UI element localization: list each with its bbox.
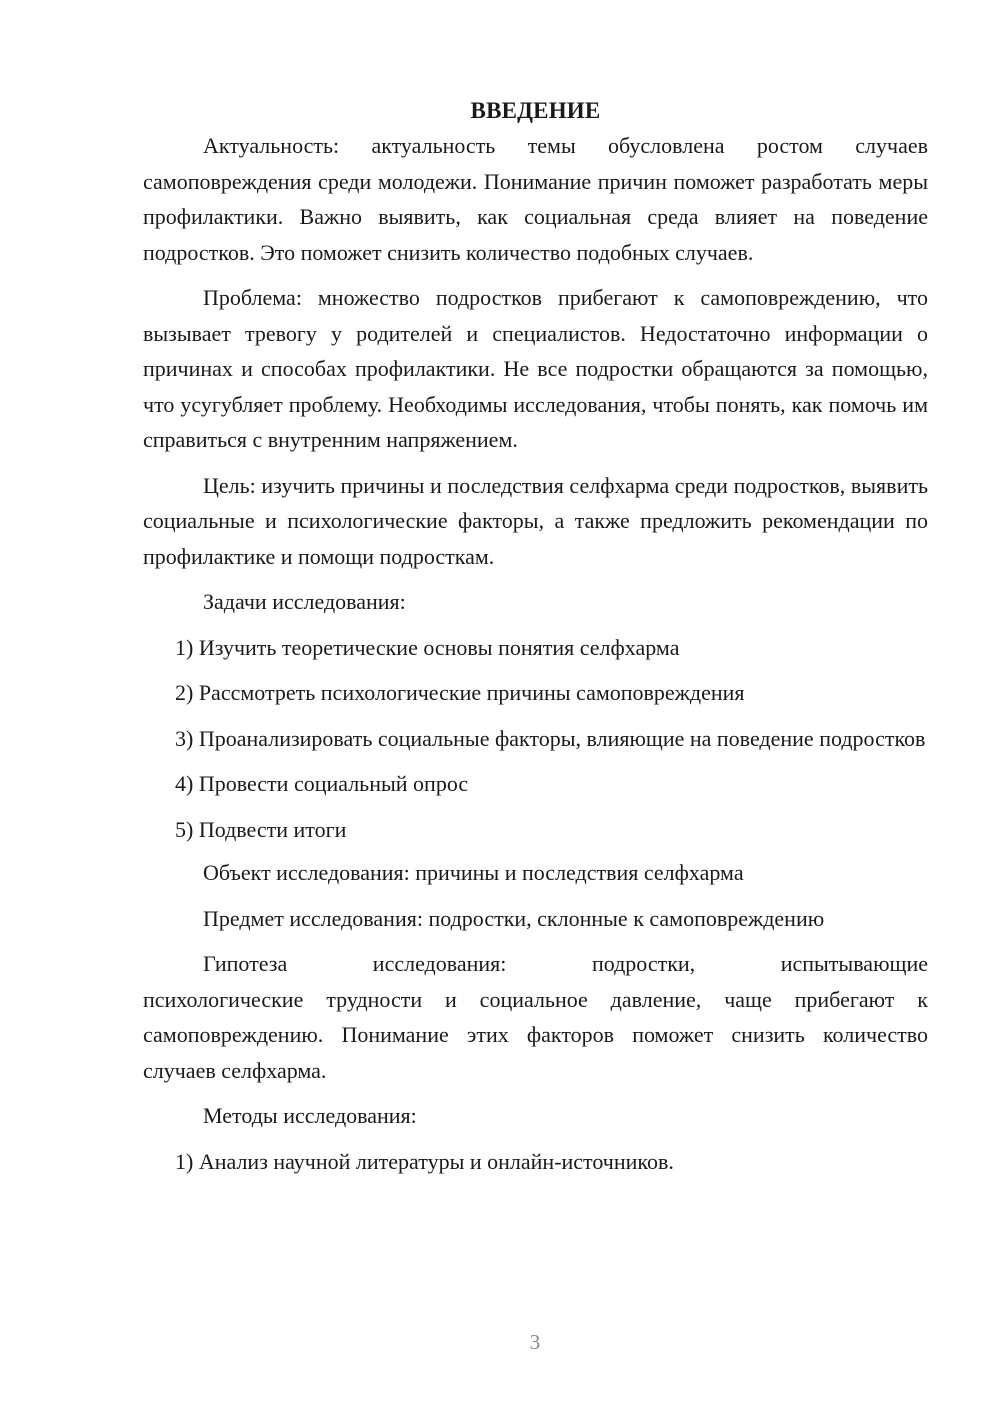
page-number: 3 [529,1330,541,1354]
task-item-2: 2) Рассмотреть психологические причины самоповреждения [175,680,745,705]
hypothesis-first-line [143,946,928,982]
tasks-heading: Задачи исследования: [203,589,406,614]
document-page [143,93,928,1179]
hypothesis-word: Гипотеза [203,951,288,976]
method-item-1: 1) Анализ научной литературы и онлайн-источников. [175,1148,674,1174]
methods-heading: Методы исследования: [203,1103,417,1128]
relevance-paragraph: Актуальность: актуальность темы обусловлена ростом случаев самоповреждения среди молодежи. Понимание причин поможет разработать меры профилактики. Важно выявить, как социальная среда влияет на поведение подростков. Это поможет снизить количество подобных случаев. [143,133,928,265]
hypothesis-word: подростки, [591,951,696,976]
hypothesis-rest: психологические трудности и социальное давление, чаще прибегают к самоповреждению. Понимание этих факторов поможет снизить количество случаев селфхарма. [143,986,928,1083]
goal-paragraph: Цель: изучить причины и последствия селфхарма среди подростков, выявить социальные и психологические факторы, а также предложить рекомендации по профилактике и помощи подросткам. [143,472,928,569]
hypothesis-word: испытывающие [780,951,928,976]
task-item-1: 1) Изучить теоретические основы понятия селфхарма [175,634,680,660]
task-item-4: 4) Провести социальный опрос [175,771,469,796]
task-item-3: 3) Проанализировать социальные факторы, влияющие на поведение подростков [175,725,926,751]
hypothesis-paragraph [143,946,928,1088]
hypothesis-word: исследования: [372,951,507,976]
subject-paragraph: Предмет исследования: подростки, склонные к самоповреждению [203,905,825,931]
problem-paragraph: Проблема: множество подростков прибегают к самоповреждению, что вызывает тревогу у родителей и специалистов. Недостаточно информации о причинах и способах профилактики. Не все подростки обращаются за помощью, что усугубляет проблему. Необходимы исследования, чтобы понять, как помочь им справиться с внутренним напряжением. [143,285,928,452]
task-item-5: 5) Подвести итоги [175,816,347,842]
object-paragraph: Объект исследования: причины и последствия селфхарма [203,860,744,885]
section-title: ВВЕДЕНИЕ [470,98,601,123]
